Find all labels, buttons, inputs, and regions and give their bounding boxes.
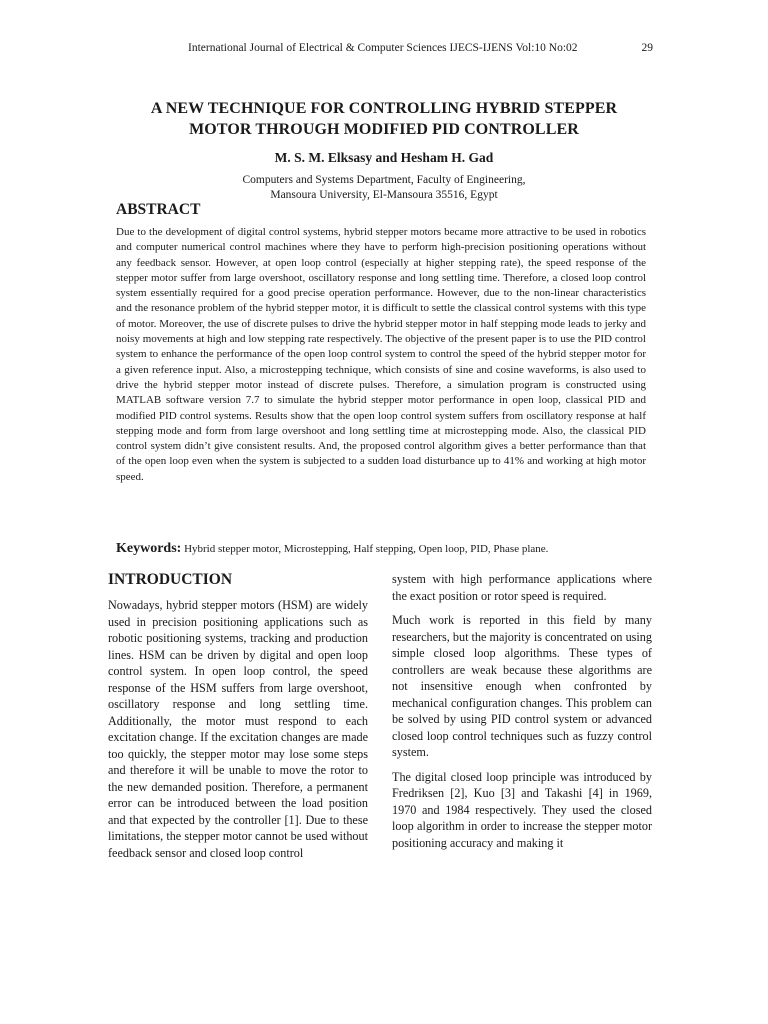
author-list: M. S. M. Elksasy and Hesham H. Gad <box>274 150 494 165</box>
keywords <box>116 541 646 557</box>
introduction-right-column <box>392 571 652 859</box>
paper-title <box>110 98 658 140</box>
journal-citation: International Journal of Electrical & Computer Sciences IJECS-IJENS Vol:10 No:02 <box>188 42 578 54</box>
paragraph: Nowadays, hybrid stepper motors (HSM) are widely used in precision positioning applications such as robotic positioning systems, tracking and production lines. HSM can be driven by digital and open loop control system. In open loop control, the speed response of the HSM suffers from large overshoot, oscillatory response and long settling time. Additionally, the motor must respond to each excitation change. If the excitation changes are made too quickly, the stepper motor may lose some steps and therefore it will be unable to move the rotor to the new demanded position. Therefore, a permanent error can be introduced between the load position and that expected by the controller [1]. Due to these limitations, the stepper motor cannot be used without feedback sensor and closed loop control <box>108 598 368 860</box>
title-line-1: A NEW TECHNIQUE FOR CONTROLLING HYBRID STEPPER <box>150 100 618 117</box>
page-number: 29 <box>641 42 653 54</box>
keywords-text: Hybrid stepper motor, Microstepping, Half stepping, Open loop, PID, Phase plane. <box>181 543 549 555</box>
keywords-label: Keywords: <box>116 541 182 556</box>
affiliation-line-1: Computers and Systems Department, Faculty of Engineering, <box>242 174 526 186</box>
paragraph: The digital closed loop principle was introduced by Fredriksen [2], Kuo [3] and Takashi [4] in 1969, 1970 and 1984 respectively. They used the closed loop algorithm in order to increase the stepper motor positioning accuracy and making it <box>392 769 652 850</box>
introduction-left-column <box>108 597 368 861</box>
paragraph: Much work is reported in this field by many researchers, but the majority is concentrated on using simple closed loop algorithms. These types of controllers are weak because these algorithms are not insensitive enough when confronted by mechanical configuration changes. This problem can be solved by using PID control system or advanced closed loop control techniques such as fuzzy control system. <box>392 613 652 759</box>
paragraph: system with high performance applications where the exact position or rotor speed is required. <box>392 572 652 603</box>
affiliation <box>110 173 658 203</box>
abstract-text: Due to the development of digital control systems, hybrid stepper motors became more attractive to be used in robotics and computer numerical control machines where they have to perform high-precision positioning operations without any feedback sensor. However, at open loop control (especially at higher stepping rate), the speed response of the stepper motor suffer from large overshoot, oscillatory response and long settling time. Therefore, a closed loop control system essentially required for a good precise operation performance. However, due to the non-linear characteristics and the resonance problem of the hybrid stepper motor, it is difficult to settle the classical control systems with this type of motor. Moreover, the use of discrete pulses to drive the hybrid stepper motor in half stepping mode leads to jerky and noisy movements at high and low stepping rate respectively. The objective of the present paper is to use the PID control system to enhance the performance of the open loop control system to control the speed of the hybrid stepper motor for a given reference input. Also, a microstepping technique, which consists of sine and cosine waveforms, is also used to drive the hybrid stepper motor instead of discrete pulses. Therefore, a simulation program is constructed using MATLAB software version 7.7 to simulate the hybrid stepper motor performance in open loop, classical PID and modified PID control systems. Results show that the open loop control system suffers from oscillatory response at half stepping mode and form from large overshoot and long settling time at microstepping mode. Also, the classical PID control system didn’t give consistent results. And, the proposed control algorithm gives a better performance than that of the open loop even when the system is subjected to a sudden load disturbance up to 41% and working at high motor speed. <box>116 226 646 483</box>
introduction-heading: INTRODUCTION <box>108 571 233 588</box>
abstract-heading: ABSTRACT <box>116 201 201 218</box>
title-line-2: MOTOR THROUGH MODIFIED PID CONTROLLER <box>189 121 579 138</box>
affiliation-line-2: Mansoura University, El-Mansoura 35516, Egypt <box>270 189 498 201</box>
